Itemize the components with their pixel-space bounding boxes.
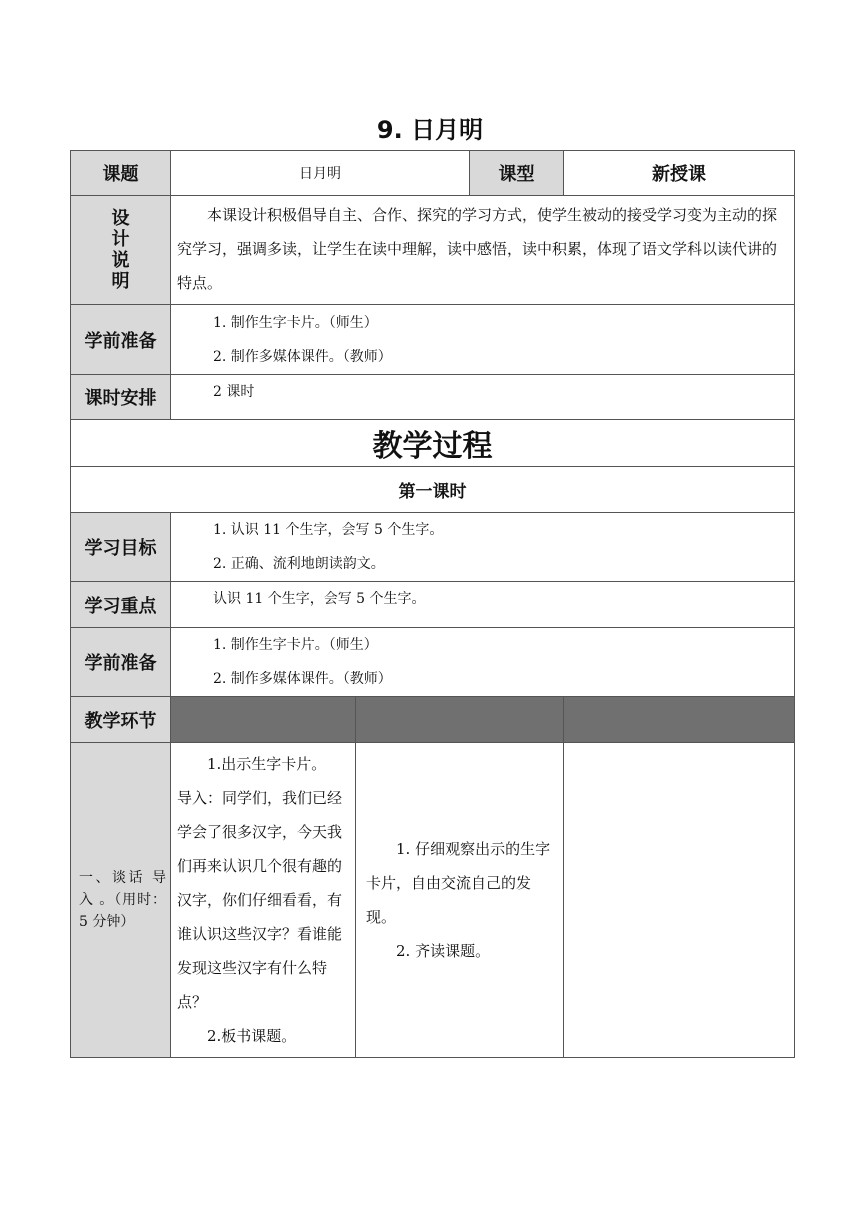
row-goals	[71, 513, 795, 582]
step-header-student	[356, 697, 564, 743]
step1-teacher-line: 2.板书课题。	[207, 1027, 297, 1045]
step-header-teacher	[171, 697, 356, 743]
prep1-item: 1. 制作生字卡片。（师生）	[213, 314, 378, 331]
row-design	[71, 196, 795, 305]
design-label-char: 说	[111, 250, 130, 271]
design-label-char: 计	[111, 229, 130, 250]
type-value: 新授课	[564, 151, 795, 196]
document-title: 9. 日月明	[376, 116, 484, 144]
goals-item: 2. 正确、流利地朗读韵文。	[213, 556, 385, 572]
step1-student	[356, 743, 564, 1058]
topic-value: 日月明	[171, 151, 470, 196]
lesson-plan-table	[70, 150, 795, 1058]
row-process-title	[71, 420, 795, 467]
row-prep-1	[71, 305, 795, 375]
lesson-title: 第一课时	[71, 467, 795, 513]
prep1-items	[171, 305, 795, 375]
step-header-notes	[564, 697, 795, 743]
row-schedule	[71, 375, 795, 420]
design-label-char: 设	[111, 208, 130, 229]
step1-teacher-line: 导入：同学们，我们已经学会了很多汉字，今天我们再来认识几个很有趣的汉字，你们仔细看看，有谁认识这些汉字？看谁能发现这些汉字有什么特点？	[177, 789, 343, 1011]
row-step-header	[71, 697, 795, 743]
step1-teacher	[171, 743, 356, 1058]
goals-item: 1. 认识 11 个生字，会写 5 个生字。	[213, 522, 444, 538]
schedule-label: 课时安排	[71, 375, 171, 420]
step1-student-line: 2. 齐读课题。	[396, 942, 491, 960]
row-step-1	[71, 743, 795, 1058]
row-prep-2	[71, 628, 795, 697]
prep2-item: 2. 制作多媒体课件。（教师）	[213, 671, 392, 687]
prep1-item: 2. 制作多媒体课件。（教师）	[213, 348, 392, 365]
step1-notes	[564, 743, 795, 1058]
prep2-item: 1. 制作生字卡片。（师生）	[213, 637, 378, 653]
step1-student-line: 1. 仔细观察出示的生字卡片，自由交流自己的发现。	[366, 840, 551, 926]
row-lesson-title	[71, 467, 795, 513]
goals-items	[171, 513, 795, 582]
type-label: 课型	[470, 151, 564, 196]
prep1-label: 学前准备	[71, 305, 171, 375]
prep2-label: 学前准备	[71, 628, 171, 697]
schedule-value: 2 课时	[171, 375, 795, 420]
prep2-items	[171, 628, 795, 697]
row-topic	[71, 151, 795, 196]
focus-label: 学习重点	[71, 582, 171, 628]
goals-label: 学习目标	[71, 513, 171, 582]
step1-stage: 一、谈话 导 入 。（用时：5 分钟）	[71, 743, 171, 1058]
topic-label: 课题	[71, 151, 171, 196]
row-focus	[71, 582, 795, 628]
focus-value: 认识 11 个生字，会写 5 个生字。	[171, 582, 795, 628]
process-title: 教学过程	[71, 420, 795, 467]
step1-teacher-line: 1.出示生字卡片。	[207, 755, 327, 773]
design-text: 本课设计积极倡导自主、合作、探究的学习方式，使学生被动的接受学习变为主动的探究学习，强调多读，让学生在读中理解，读中感悟，读中积累，体现了语文学科以读代讲的特点。	[171, 196, 795, 305]
step-header-label: 教学环节	[71, 697, 171, 743]
design-label	[71, 196, 171, 305]
design-label-char: 明	[111, 271, 130, 292]
